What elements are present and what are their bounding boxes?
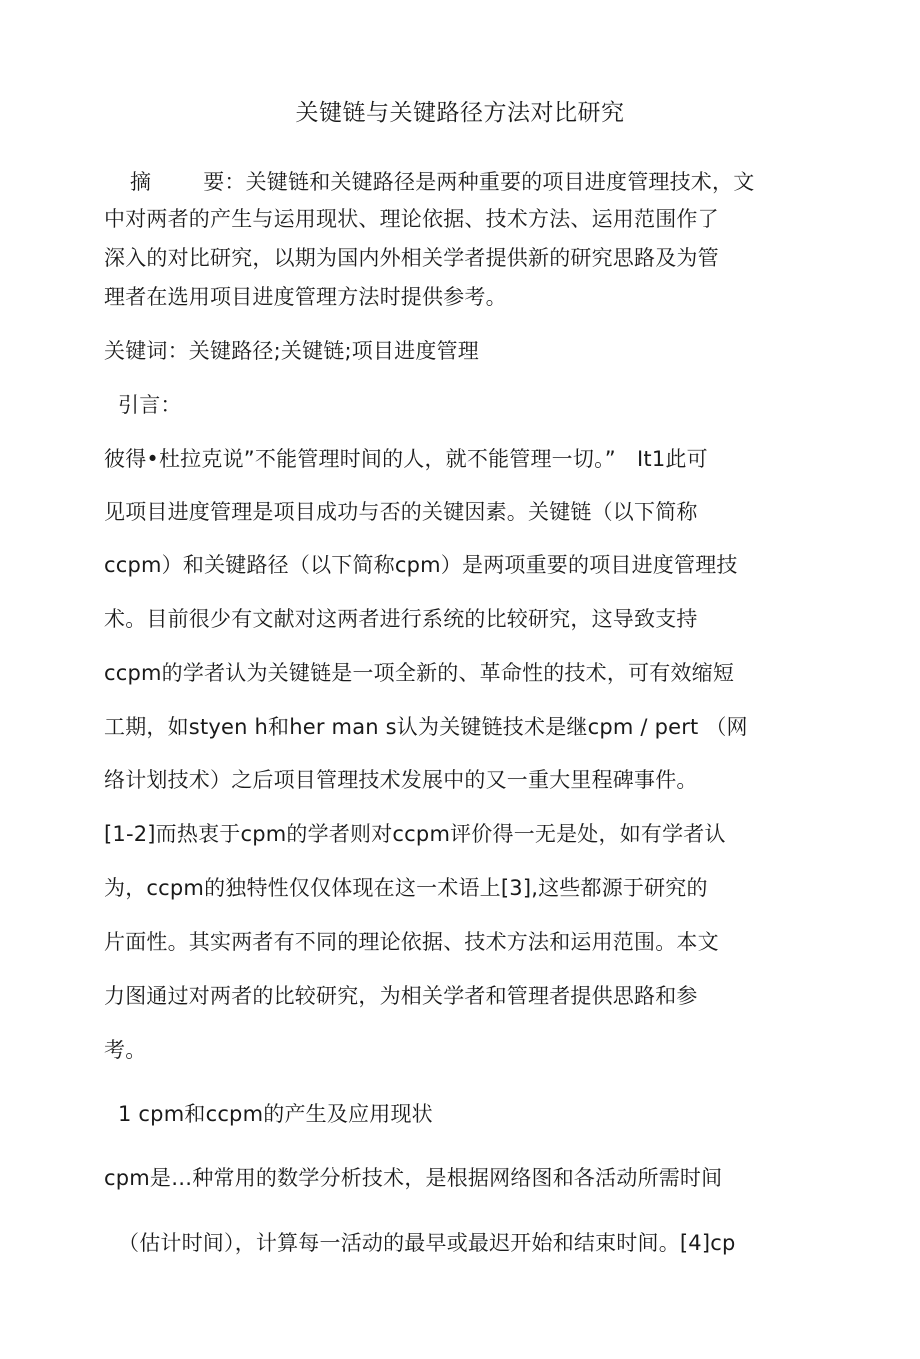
abstract-line-3: 深入的对比研究，以期为国内外相关学者提供新的研究思路及为管 <box>104 246 719 270</box>
intro-line-4: 术。目前很少有文献对这两者进行系统的比较研究，这导致支持 <box>104 607 698 631</box>
intro-line-12: 考。 <box>104 1038 147 1062</box>
abstract-line-1: ：关键链和关键路径是两种重要的项目进度管理技术，文 <box>224 170 755 194</box>
abstract-first-line <box>130 168 754 196</box>
abstract-line-4: 理者在选用项目进度管理方法时提供参考。 <box>104 285 507 309</box>
intro-line-11: 力图通过对两者的比较研究，为相关学者和管理者提供思路和参 <box>104 984 698 1008</box>
intro-line-3: ccpm）和关键路径（以下简称cpm）是两项重要的项目进度管理技 <box>104 553 738 577</box>
section-1-heading: 1 cpm和ccpm的产生及应用现状 <box>118 1102 433 1126</box>
intro-line-5: ccpm的学者认为关键链是一项全新的、革命性的技术，可有效缩短 <box>104 661 735 685</box>
document-title: 关键链与关键路径方法对比研究 <box>295 100 625 126</box>
intro-line-8: [1-2]而热衷于cpm的学者则对ccpm评价得一无是处，如有学者认 <box>104 822 726 846</box>
abstract-line-2: 中对两者的产生与运用现状、理论依据、技术方法、运用范围作了 <box>104 207 719 231</box>
intro-line-2: 见项目进度管理是项目成功与否的关键因素。关键链（以下简称 <box>104 500 698 524</box>
abstract-label-a: 摘 <box>130 170 152 194</box>
section-1-line-2: （估计时间），计算每一活动的最早或最迟开始和结束时间。[4]cp <box>118 1231 736 1255</box>
intro-line-9: 为，ccpm的独特性仅仅体现在这一术语上[3],这些都源于研究的 <box>104 876 708 900</box>
section-1-line-1: cpm是…种常用的数学分析技术，是根据网络图和各活动所需时间 <box>104 1166 723 1190</box>
intro-line-10: 片面性。其实两者有不同的理论依据、技术方法和运用范围。本文 <box>104 930 719 954</box>
keywords-line: 关键词：关键路径;关键链;项目进度管理 <box>104 339 479 363</box>
intro-line-1: 彼得•杜拉克说”不能管理时间的人，就不能管理一切。” It1此可 <box>104 447 708 471</box>
intro-heading: 引言： <box>118 393 182 417</box>
intro-line-7: 络计划技术）之后项目管理技术发展中的又一重大里程碑事件。 <box>104 768 698 792</box>
intro-line-6: 工期，如styen h和her man s认为关键链技术是继cpm / pert （网 <box>104 715 748 739</box>
abstract-label-b: 要 <box>203 170 225 194</box>
